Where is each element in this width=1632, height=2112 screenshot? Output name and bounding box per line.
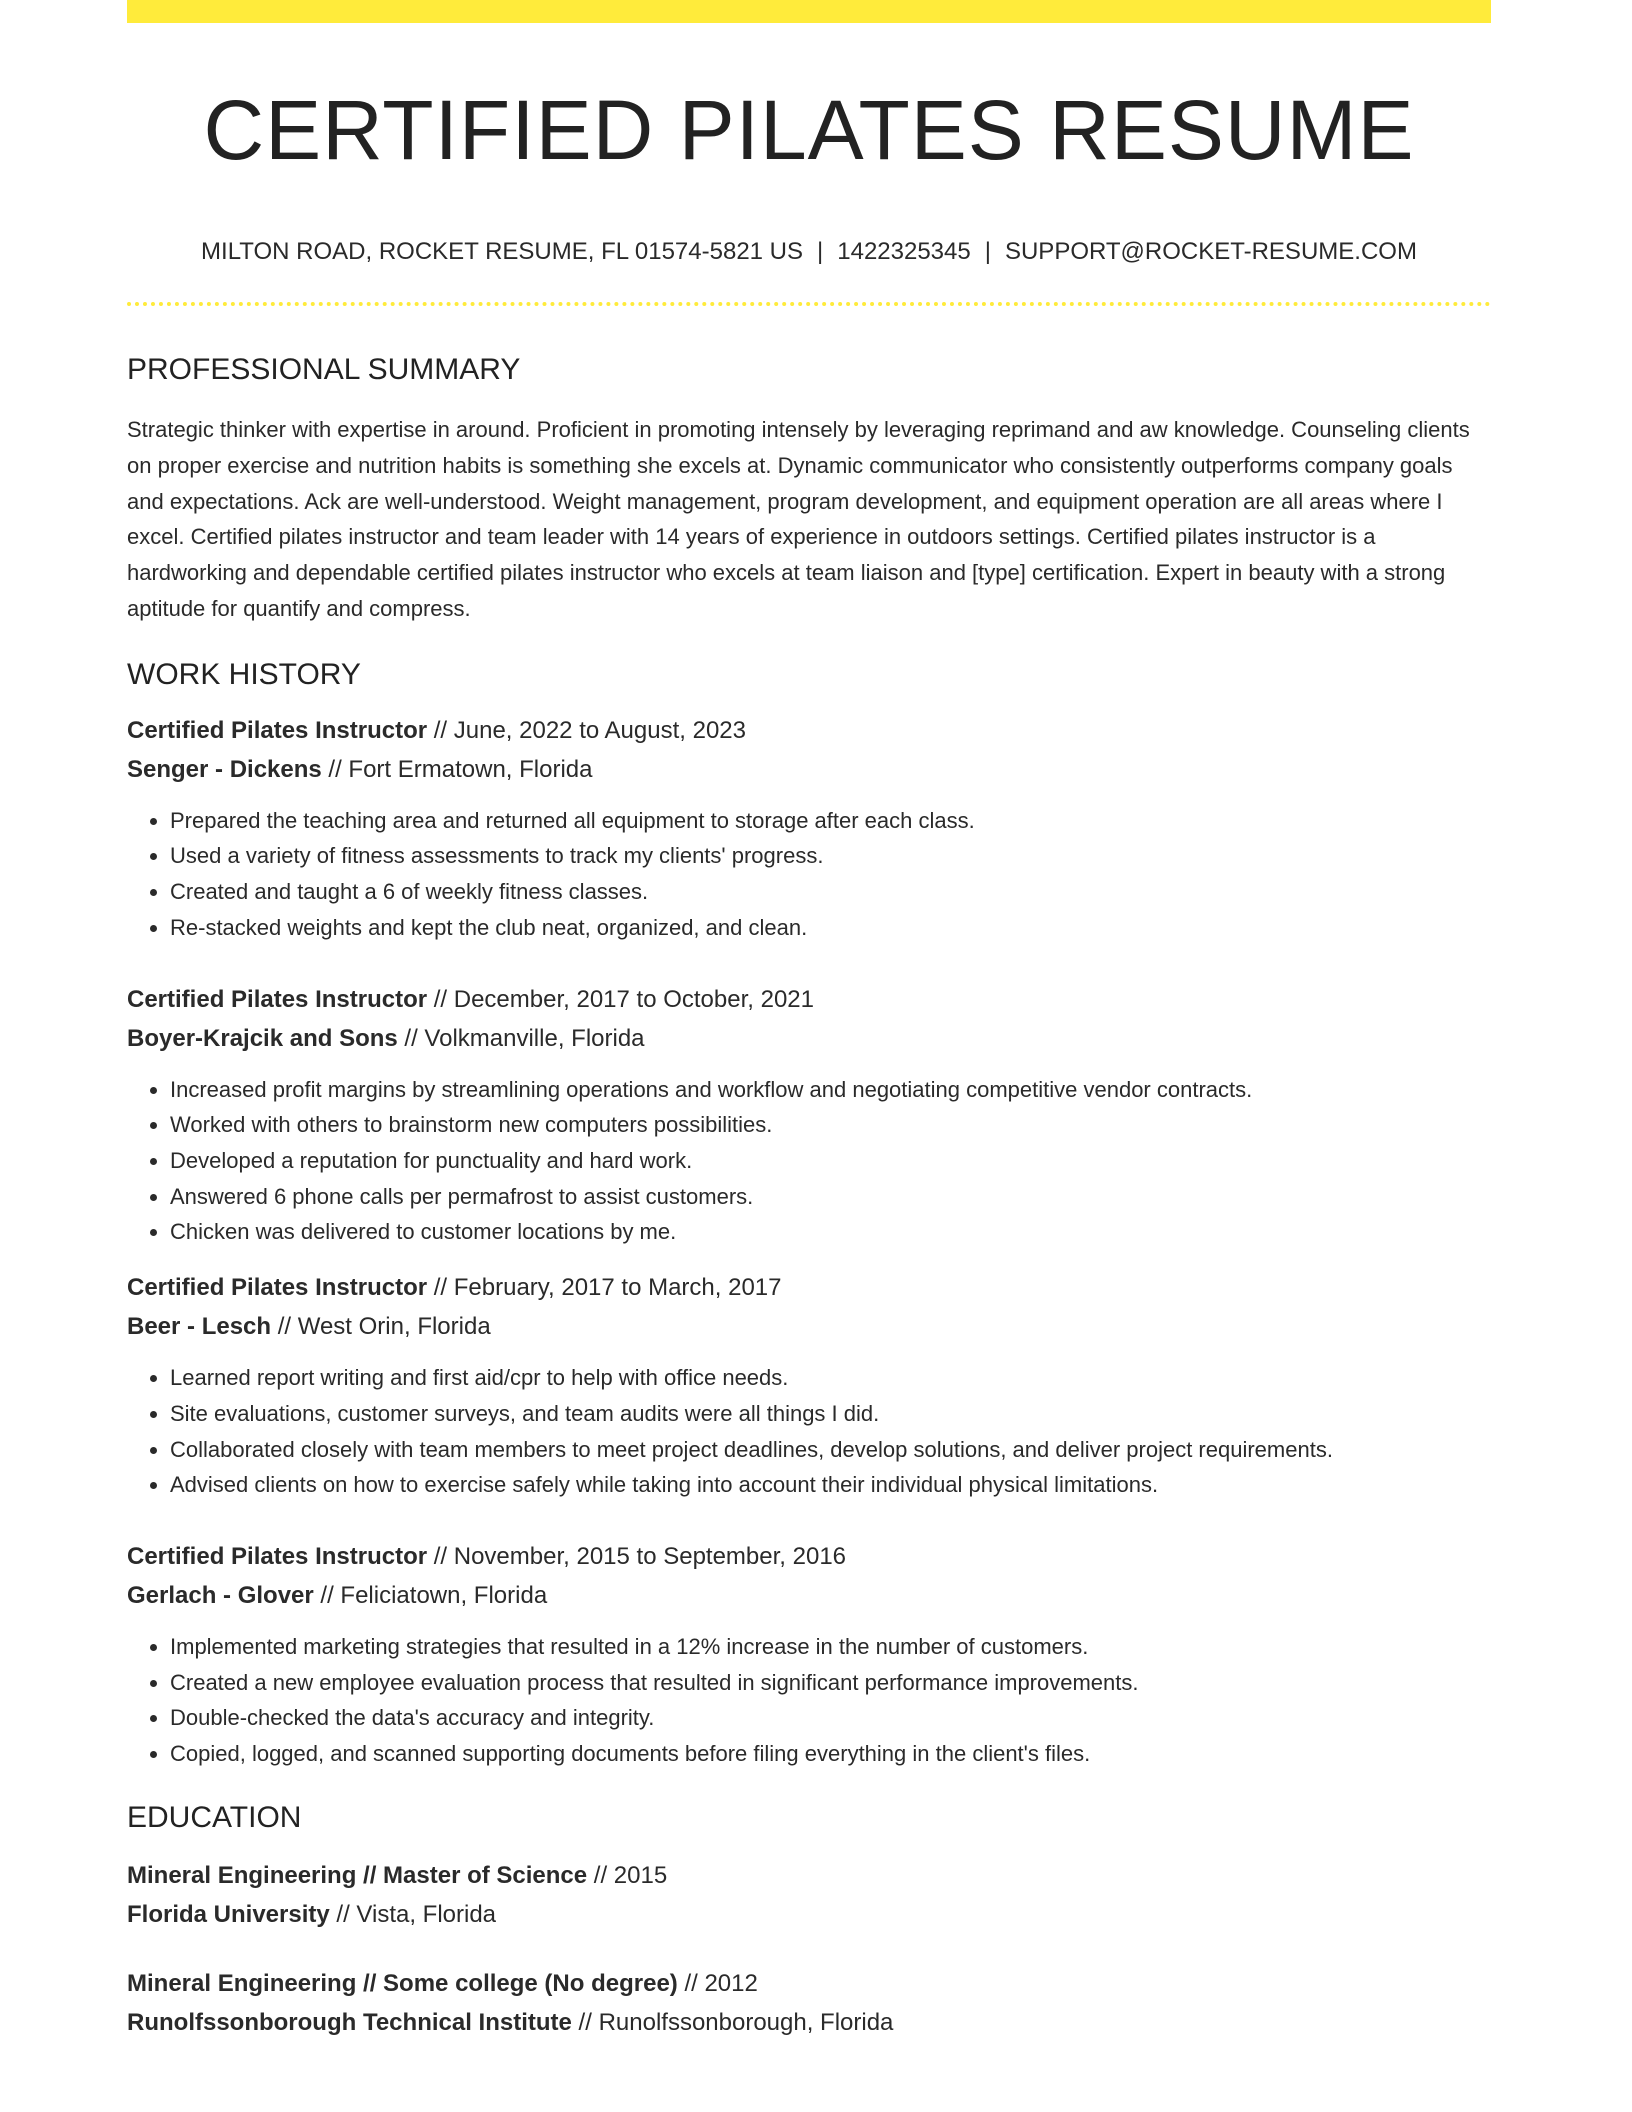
job-company: Gerlach - Glover <box>127 1581 314 1609</box>
list-item: • Re-stacked weights and kept the club neat, organized, and clean. <box>170 910 1491 946</box>
education-degree: Mineral Engineering // Some college (No degree) <box>127 1969 678 1997</box>
list-item: • Chicken was delivered to customer locations by me. <box>170 1214 1491 1250</box>
list-item: • Used a variety of fitness assessments to track my clients' progress. <box>170 838 1491 874</box>
job-dates: // November, 2015 to September, 2016 <box>427 1542 847 1570</box>
education-degree: Mineral Engineering // Master of Science <box>127 1861 588 1889</box>
contact-address: MILTON ROAD, ROCKET RESUME, FL 01574-5821 US <box>201 238 804 265</box>
job-company: Senger - Dickens <box>127 755 322 783</box>
job-title: Certified Pilates Instructor <box>127 716 428 744</box>
contact-separator: | <box>984 238 991 265</box>
list-item: • Answered 6 phone calls per permafrost to assist customers. <box>170 1179 1491 1215</box>
list-item: • Double-checked the data's accuracy and integrity. <box>170 1700 1491 1736</box>
education-entry <box>127 1856 1491 1934</box>
list-item: • Increased profit margins by streamlining operations and workflow and negotiating competitive vendor contracts. <box>170 1072 1491 1108</box>
job-dates: // December, 2017 to October, 2021 <box>427 985 814 1013</box>
job-entry <box>127 1537 1491 1772</box>
contact-email: SUPPORT@ROCKET-RESUME.COM <box>1004 238 1417 265</box>
summary-text: Strategic thinker with expertise in around. Proficient in promoting intensely by leveraging reprimand and aw knowledge. Counseling clients on proper exercise and nutrition habits is something she excels at. Dynamic communicator who consistently outperforms company goals and expectations. Ack are well-understood. Weight management, program development, and equipment operation are all areas where I excel. Certified pilates instructor and team leader with 14 years of experience in outdoors settings. Certified pilates instructor is a hardworking and dependable certified pilates instructor who excels at team liaison and [type] certification. Expert in beauty with a strong aptitude for quantify and compress. <box>127 417 1470 621</box>
education-school: Runolfssonborough Technical Institute <box>127 2008 572 2036</box>
job-title: Certified Pilates Instructor <box>127 1542 428 1570</box>
job-location: // Volkmanville, Florida <box>397 1024 645 1052</box>
job-location: // West Orin, Florida <box>271 1313 491 1341</box>
list-item: • Site evaluations, customer surveys, and team audits were all things I did. <box>170 1396 1491 1432</box>
education-school-line <box>127 2003 1491 2042</box>
job-title-line <box>127 1537 1491 1576</box>
resume-content <box>127 0 1491 2042</box>
job-company-line <box>127 1019 1491 1058</box>
list-item: • Implemented marketing strategies that resulted in a 12% increase in the number of customers. <box>170 1629 1491 1665</box>
education-degree-line <box>127 1856 1491 1895</box>
job-title-line <box>127 1268 1491 1307</box>
education-heading: EDUCATION <box>127 1800 302 1834</box>
summary-heading: PROFESSIONAL SUMMARY <box>127 353 521 386</box>
job-company-line <box>127 1307 1491 1346</box>
job-entry <box>127 980 1491 1251</box>
job-title-line <box>127 980 1491 1019</box>
list-item: • Worked with others to brainstorm new computers possibilities. <box>170 1107 1491 1143</box>
job-dates: // February, 2017 to March, 2017 <box>427 1274 782 1302</box>
list-item: • Prepared the teaching area and returned all equipment to storage after each class. <box>170 803 1491 839</box>
list-item: • Advised clients on how to exercise safely while taking into account their individual physical limitations. <box>170 1467 1491 1503</box>
education-school-line <box>127 1895 1491 1934</box>
job-company: Beer - Lesch <box>127 1313 272 1341</box>
list-item: • Copied, logged, and scanned supporting documents before filing everything in the client's files. <box>170 1736 1491 1772</box>
job-bullets <box>127 1072 1491 1251</box>
job-dates: // June, 2022 to August, 2023 <box>427 716 746 744</box>
education-location: // Runolfssonborough, Florida <box>571 2008 894 2036</box>
contact-line <box>127 238 1491 266</box>
job-company-line <box>127 1576 1491 1615</box>
job-entry <box>127 1268 1491 1503</box>
list-item: • Created and taught a 6 of weekly fitness classes. <box>170 874 1491 910</box>
education-location: // Vista, Florida <box>329 1900 497 1928</box>
work-history-heading: WORK HISTORY <box>127 657 361 691</box>
job-bullets <box>127 1360 1491 1503</box>
job-company-line <box>127 750 1491 789</box>
job-title: Certified Pilates Instructor <box>127 985 428 1013</box>
list-item: • Learned report writing and first aid/cpr to help with office needs. <box>170 1360 1491 1396</box>
education-school: Florida University <box>127 1900 330 1928</box>
contact-phone: 1422325345 <box>837 238 971 265</box>
job-location: // Feliciatown, Florida <box>313 1581 548 1609</box>
job-bullets <box>127 803 1491 946</box>
job-entry <box>127 711 1491 946</box>
job-company: Boyer-Krajcik and Sons <box>127 1024 398 1052</box>
education-degree-line <box>127 1964 1491 2003</box>
list-item: • Collaborated closely with team members to meet project deadlines, develop solutions, and deliver project requirements. <box>170 1432 1491 1468</box>
page-title: CERTIFIED PILATES RESUME <box>203 83 1415 177</box>
job-location: // Fort Ermatown, Florida <box>321 755 593 783</box>
job-title: Certified Pilates Instructor <box>127 1274 428 1302</box>
list-item: • Developed a reputation for punctuality and hard work. <box>170 1143 1491 1179</box>
education-year: // 2015 <box>587 1861 668 1889</box>
job-bullets <box>127 1629 1491 1772</box>
contact-separator: | <box>817 238 824 265</box>
list-item: • Created a new employee evaluation process that resulted in significant performance improvements. <box>170 1665 1491 1701</box>
job-title-line <box>127 711 1491 750</box>
education-year: // 2012 <box>677 1969 758 1997</box>
header-divider <box>127 302 1491 306</box>
education-entry <box>127 1964 1491 2042</box>
